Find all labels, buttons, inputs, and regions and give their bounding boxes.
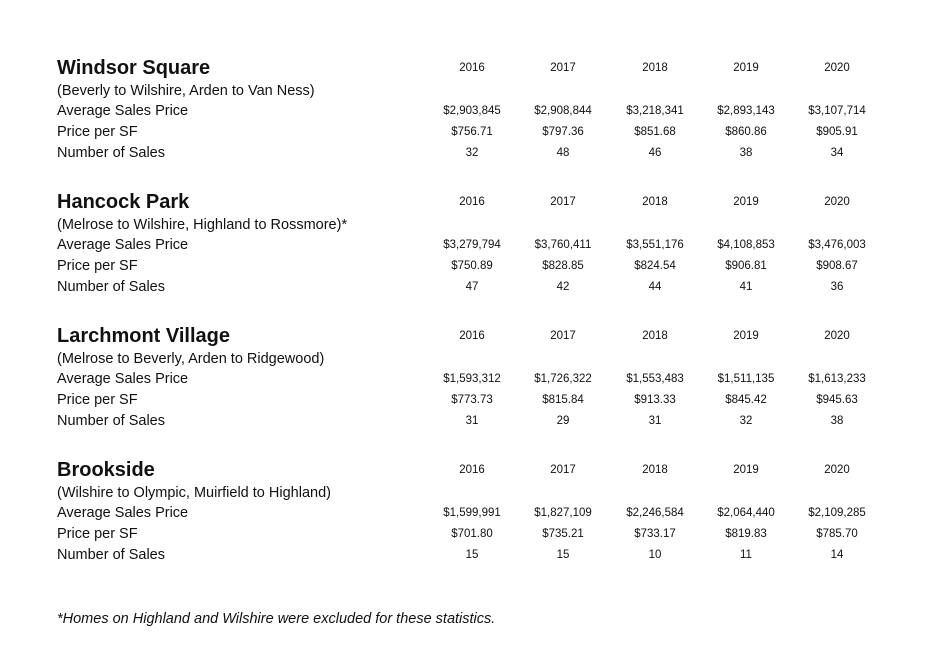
cell-average-sales-price: $2,246,584: [626, 507, 684, 519]
cell-average-sales-price: $3,107,714: [808, 105, 866, 117]
neighborhood-title: Hancock Park: [57, 191, 190, 213]
year-header: 2019: [733, 62, 759, 74]
year-header: 2018: [642, 196, 668, 208]
neighborhood-bounds: (Melrose to Beverly, Arden to Ridgewood): [57, 351, 325, 367]
cell-number-of-sales: 44: [648, 281, 662, 293]
cell-average-sales-price: $3,760,411: [534, 239, 592, 251]
cell-average-sales-price: $1,593,312: [443, 373, 501, 385]
year-header: 2017: [550, 464, 576, 476]
cell-price-per-sf: $860.86: [725, 126, 767, 138]
cell-average-sales-price: $1,726,322: [534, 373, 592, 385]
neighborhood-section-larchmont-village: [0, 323, 950, 457]
cell-number-of-sales: 11: [740, 549, 752, 561]
cell-price-per-sf: $945.63: [816, 394, 858, 406]
year-header: 2018: [642, 330, 668, 342]
cell-number-of-sales: 15: [556, 549, 570, 561]
row-label-price-per-sf: Price per SF: [57, 526, 138, 542]
cell-number-of-sales: 31: [648, 415, 662, 427]
cell-price-per-sf: $815.84: [542, 394, 584, 406]
cell-average-sales-price: $2,903,845: [443, 105, 501, 117]
neighborhood-title: Windsor Square: [57, 57, 211, 79]
cell-number-of-sales: 14: [830, 549, 844, 561]
year-header: 2019: [733, 464, 759, 476]
cell-average-sales-price: $4,108,853: [717, 239, 775, 251]
cell-price-per-sf: $701.80: [451, 528, 493, 540]
year-header: 2016: [459, 62, 485, 74]
cell-price-per-sf: $905.91: [816, 126, 858, 138]
cell-price-per-sf: $908.67: [816, 260, 858, 272]
cell-average-sales-price: $3,279,794: [443, 239, 501, 251]
row-label-number-of-sales: Number of Sales: [57, 413, 165, 429]
row-label-price-per-sf: Price per SF: [57, 392, 138, 408]
neighborhood-section-hancock-park: [0, 189, 950, 323]
neighborhood-title: Larchmont Village: [57, 325, 231, 347]
neighborhood-section-brookside: [0, 457, 950, 591]
cell-number-of-sales: 31: [465, 415, 479, 427]
cell-number-of-sales: 10: [648, 549, 662, 561]
cell-price-per-sf: $733.17: [634, 528, 676, 540]
year-header: 2017: [550, 196, 576, 208]
cell-number-of-sales: 15: [465, 549, 479, 561]
cell-average-sales-price: $1,553,483: [626, 373, 684, 385]
cell-average-sales-price: $1,613,233: [808, 373, 866, 385]
year-header: 2016: [459, 196, 485, 208]
year-header: 2016: [459, 330, 485, 342]
cell-average-sales-price: $1,599,991: [443, 507, 501, 519]
year-header: 2018: [642, 464, 668, 476]
neighborhood-section-windsor-square: [0, 55, 950, 189]
cell-price-per-sf: $913.33: [634, 394, 676, 406]
cell-number-of-sales: 42: [556, 281, 570, 293]
cell-price-per-sf: $735.21: [542, 528, 584, 540]
row-label-average-sales-price: Average Sales Price: [57, 371, 189, 387]
cell-average-sales-price: $3,218,341: [626, 105, 684, 117]
row-label-average-sales-price: Average Sales Price: [57, 237, 189, 253]
cell-number-of-sales: 41: [739, 281, 753, 293]
cell-price-per-sf: $773.73: [451, 394, 493, 406]
cell-average-sales-price: $3,551,176: [626, 239, 684, 251]
cell-price-per-sf: $851.68: [634, 126, 676, 138]
cell-number-of-sales: 38: [830, 415, 844, 427]
year-header: 2020: [824, 330, 850, 342]
cell-number-of-sales: 48: [556, 147, 570, 159]
year-header: 2019: [733, 196, 759, 208]
cell-number-of-sales: 29: [556, 415, 570, 427]
year-header: 2018: [642, 62, 668, 74]
cell-price-per-sf: $824.54: [634, 260, 676, 272]
cell-average-sales-price: $2,908,844: [534, 105, 592, 117]
cell-price-per-sf: $845.42: [725, 394, 767, 406]
year-header: 2020: [824, 196, 850, 208]
row-label-number-of-sales: Number of Sales: [57, 145, 165, 161]
row-label-average-sales-price: Average Sales Price: [57, 505, 189, 521]
footnote: *Homes on Highland and Wilshire were excluded for these statistics.: [57, 611, 496, 627]
year-header: 2017: [550, 62, 576, 74]
row-label-number-of-sales: Number of Sales: [57, 547, 165, 563]
year-header: 2017: [550, 330, 576, 342]
cell-average-sales-price: $2,064,440: [717, 507, 775, 519]
cell-average-sales-price: $2,109,285: [808, 507, 866, 519]
cell-number-of-sales: 46: [648, 147, 662, 159]
cell-price-per-sf: $750.89: [451, 260, 493, 272]
year-header: 2019: [733, 330, 759, 342]
neighborhood-title: Brookside: [57, 459, 155, 481]
neighborhood-bounds: (Wilshire to Olympic, Muirfield to Highland): [57, 485, 331, 501]
cell-number-of-sales: 36: [830, 281, 844, 293]
neighborhood-bounds: (Melrose to Wilshire, Highland to Rossmore)*: [57, 217, 348, 233]
year-header: 2016: [459, 464, 485, 476]
cell-number-of-sales: 47: [465, 281, 479, 293]
cell-average-sales-price: $3,476,003: [808, 239, 866, 251]
cell-price-per-sf: $797.36: [542, 126, 584, 138]
cell-price-per-sf: $828.85: [542, 260, 584, 272]
cell-number-of-sales: 34: [830, 147, 844, 159]
row-label-price-per-sf: Price per SF: [57, 124, 138, 140]
year-header: 2020: [824, 62, 850, 74]
cell-average-sales-price: $2,893,143: [717, 105, 775, 117]
cell-number-of-sales: 32: [739, 415, 753, 427]
row-label-price-per-sf: Price per SF: [57, 258, 138, 274]
cell-price-per-sf: $906.81: [725, 260, 767, 272]
cell-number-of-sales: 32: [465, 147, 479, 159]
cell-price-per-sf: $785.70: [816, 528, 858, 540]
row-label-number-of-sales: Number of Sales: [57, 279, 165, 295]
row-label-average-sales-price: Average Sales Price: [57, 103, 189, 119]
cell-price-per-sf: $756.71: [451, 126, 493, 138]
cell-price-per-sf: $819.83: [725, 528, 767, 540]
year-header: 2020: [824, 464, 850, 476]
neighborhood-bounds: (Beverly to Wilshire, Arden to Van Ness): [57, 83, 315, 99]
cell-average-sales-price: $1,827,109: [534, 507, 592, 519]
cell-number-of-sales: 38: [739, 147, 753, 159]
cell-average-sales-price: $1,511,135: [717, 373, 775, 385]
